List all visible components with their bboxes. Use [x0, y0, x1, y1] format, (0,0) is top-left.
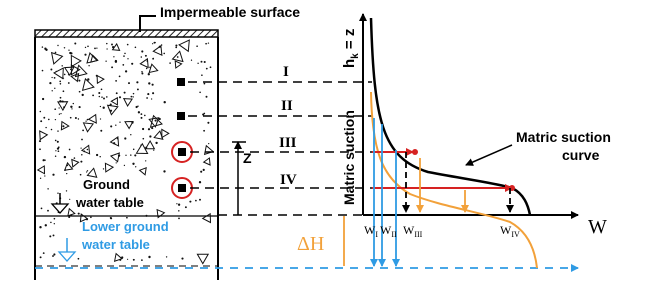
soil-dot	[55, 140, 57, 142]
soil-dot	[113, 56, 114, 57]
soil-dot	[115, 80, 117, 82]
soil-grain	[162, 129, 169, 137]
soil-dot	[128, 82, 130, 84]
soil-dot	[141, 50, 143, 52]
soil-dot	[70, 106, 72, 108]
soil-dot	[81, 154, 83, 156]
soil-dot	[207, 122, 209, 124]
soil-dot	[87, 119, 89, 121]
soil-dot	[57, 141, 59, 143]
soil-dot	[105, 61, 106, 62]
soil-dot	[103, 98, 105, 100]
soil-grain	[105, 163, 113, 172]
soil-dot	[208, 42, 209, 43]
soil-dot	[64, 47, 65, 48]
soil-grain	[205, 146, 214, 155]
soil-grain	[71, 74, 78, 82]
soil-dot	[151, 98, 152, 99]
soil-dot	[80, 161, 82, 163]
curve-label-1: Matric suction	[516, 129, 611, 145]
soil-dot	[147, 93, 149, 95]
soil-dot	[148, 128, 150, 130]
soil-dot	[119, 96, 121, 98]
soil-dot	[202, 113, 204, 115]
soil-dot	[208, 143, 209, 144]
soil-dot	[54, 223, 55, 224]
soil-dot	[79, 106, 81, 108]
soil-dot	[141, 117, 143, 119]
soil-dot	[68, 216, 70, 218]
soil-grain	[84, 123, 94, 132]
soil-dot	[204, 61, 206, 63]
soil-dot	[78, 80, 80, 82]
gwt-label-1: Ground	[83, 177, 130, 192]
soil-dot	[66, 190, 67, 191]
soil-dot	[155, 142, 157, 144]
soil-dot	[99, 156, 100, 157]
soil-dot	[137, 106, 138, 107]
soil-dot	[205, 43, 207, 45]
lgwt-symbol	[59, 252, 75, 261]
soil-grain	[76, 65, 87, 76]
soil-dot	[177, 56, 179, 58]
matric-suction-curve	[371, 18, 530, 215]
surface-label: Impermeable surface	[160, 4, 301, 20]
soil-grain	[71, 56, 81, 67]
soil-dot	[51, 129, 53, 131]
soil-dot	[152, 43, 153, 44]
soil-dot	[135, 47, 137, 49]
soil-dot	[39, 140, 41, 142]
soil-dot	[80, 174, 82, 176]
soil-dot	[144, 115, 146, 117]
soil-dot	[130, 134, 131, 135]
soil-dot	[106, 96, 108, 98]
soil-dot	[175, 47, 177, 49]
soil-dot	[87, 170, 88, 171]
soil-dot	[49, 82, 51, 84]
soil-dot	[141, 71, 143, 73]
level-label-III: III	[279, 135, 297, 151]
soil-dot	[69, 149, 71, 151]
soil-dot	[43, 252, 45, 254]
soil-dot	[146, 97, 148, 99]
soil-dot	[62, 125, 64, 127]
soil-dot	[178, 218, 180, 220]
soil-dot	[78, 258, 80, 260]
soil-dot	[154, 42, 156, 44]
soil-dot	[55, 156, 56, 157]
soil-dot	[124, 92, 126, 94]
soil-dot	[199, 181, 201, 183]
soil-dot	[60, 97, 62, 99]
soil-dot	[191, 60, 192, 61]
w-tick-I: $W_I$	[364, 223, 378, 239]
soil-dot	[201, 61, 203, 63]
soil-dot	[78, 118, 79, 119]
soil-dot	[210, 66, 212, 68]
soil-dot	[142, 138, 144, 140]
soil-dot	[141, 72, 143, 74]
soil-dot	[189, 201, 191, 203]
soil-grain	[111, 153, 119, 162]
soil-dot	[106, 43, 107, 44]
soil-dot	[119, 122, 120, 123]
soil-dot	[58, 150, 60, 152]
soil-dot	[63, 90, 65, 92]
soil-dot	[145, 160, 146, 161]
soil-dot	[196, 45, 198, 47]
soil-dot	[203, 130, 205, 132]
sensors	[172, 78, 192, 198]
soil-dot	[178, 204, 180, 206]
soil-dot	[103, 168, 104, 169]
soil-dot	[199, 92, 201, 94]
soil-dot	[133, 96, 134, 97]
soil-grain	[175, 61, 181, 68]
soil-dot	[99, 96, 101, 98]
soil-dot	[206, 96, 208, 98]
soil-dot	[135, 166, 136, 167]
soil-dot	[153, 149, 154, 150]
soil-grain	[82, 145, 90, 153]
soil-dot	[64, 74, 66, 76]
soil-dot	[73, 103, 74, 104]
soil-dot	[115, 125, 116, 126]
soil-dot	[140, 113, 142, 115]
soil-dot	[57, 45, 58, 46]
soil-dot	[197, 63, 198, 64]
soil-dot	[55, 119, 56, 120]
soil-dot	[131, 96, 133, 98]
soil-dot	[149, 135, 151, 137]
soil-dot	[152, 84, 154, 86]
soil-grain	[140, 59, 148, 68]
soil-dot	[134, 154, 136, 156]
soil-dot	[40, 178, 41, 179]
delta-h-label: ΔH	[297, 233, 325, 255]
soil-dot	[52, 90, 53, 91]
soil-dot	[68, 50, 69, 51]
soil-dot	[178, 210, 179, 211]
soil-dot	[59, 81, 61, 83]
soil-dot	[42, 70, 44, 72]
soil-dot	[119, 76, 121, 78]
soil-dot	[103, 107, 105, 109]
soil-grain	[54, 68, 63, 79]
soil-dot	[49, 235, 51, 237]
soil-dot	[47, 188, 48, 189]
soil-dot	[82, 94, 84, 96]
soil-dot	[44, 175, 45, 176]
soil-dot	[60, 83, 62, 85]
soil-dot	[96, 154, 98, 156]
soil-dot	[39, 226, 41, 228]
soil-dot	[45, 49, 47, 51]
soil-dot	[60, 113, 61, 114]
w-tick-II: $W_{II}$	[380, 223, 397, 239]
soil-grain	[38, 166, 45, 174]
soil-dot	[163, 53, 165, 55]
soil-dot	[124, 165, 125, 166]
soil-grain	[72, 160, 79, 167]
soil-dot	[125, 70, 127, 72]
soil-grain	[87, 168, 96, 177]
soil-dot	[64, 156, 66, 158]
soil-dot	[138, 111, 140, 113]
soil-grain	[89, 115, 97, 123]
soil-dot	[40, 256, 42, 258]
soil-grain	[153, 46, 162, 55]
soil-dot	[181, 258, 183, 260]
soil-dot	[70, 52, 72, 54]
soil-dot	[111, 66, 113, 68]
soil-dot	[75, 117, 77, 119]
soil-dot	[127, 259, 128, 260]
soil-dot	[145, 55, 147, 57]
soil-dot	[55, 150, 56, 151]
soil-dot	[124, 137, 126, 139]
soil-dot	[142, 128, 144, 130]
soil-grain	[203, 214, 211, 223]
soil-dot	[131, 63, 133, 65]
sensor-IV	[178, 184, 186, 192]
soil-dot	[42, 46, 43, 47]
soil-grain	[197, 254, 208, 263]
soil-dot	[148, 73, 150, 75]
soil-dot	[148, 256, 150, 258]
soil-dot	[85, 120, 86, 121]
soil-dot	[78, 213, 80, 215]
soil-dot	[40, 111, 42, 113]
sensor-III	[178, 148, 186, 156]
soil-dot	[50, 69, 52, 71]
soil-dot	[50, 222, 52, 224]
soil-dot	[54, 77, 56, 79]
soil-dot	[88, 65, 89, 66]
point-III	[412, 149, 418, 155]
soil-grain	[108, 105, 118, 115]
z-label: Z	[243, 150, 252, 166]
soil-dot	[74, 157, 76, 159]
soil-grain	[179, 40, 189, 51]
soil-grain	[111, 98, 117, 105]
curve-label-leader	[466, 145, 512, 165]
soil-dot	[44, 159, 46, 161]
soil-dot	[146, 68, 148, 70]
soil-dot	[110, 125, 112, 127]
soil-dot	[206, 68, 208, 70]
soil-dot	[106, 48, 107, 49]
soil-dot	[48, 119, 50, 121]
soil-dot	[40, 120, 42, 122]
soil-dot	[71, 108, 72, 109]
soil-dot	[96, 47, 97, 48]
soil-dot	[90, 217, 92, 219]
soil-dot	[133, 93, 135, 95]
soil-dot	[54, 218, 56, 220]
soil-dot	[132, 163, 134, 165]
soil-grain	[149, 64, 158, 72]
soil-dot	[111, 44, 113, 46]
soil-dot	[203, 169, 205, 171]
soil-dot	[166, 256, 167, 257]
soil-dot	[53, 253, 55, 255]
soil-dot	[74, 42, 76, 44]
soil-dot	[39, 148, 41, 150]
soil-dot	[61, 65, 62, 66]
soil-dot	[85, 47, 86, 48]
soil-dot	[54, 88, 55, 89]
soil-dot	[70, 117, 72, 119]
soil-dot	[130, 154, 131, 155]
soil-dot	[137, 88, 139, 90]
soil-dot	[123, 55, 125, 57]
soil-grain	[58, 102, 68, 110]
soil-dot	[141, 259, 143, 261]
soil-dot	[195, 200, 197, 202]
level-label-I: I	[283, 64, 289, 80]
lgwt-label-1: Lower ground	[82, 219, 169, 234]
soil-dot	[57, 192, 58, 193]
soil-dot	[175, 44, 177, 46]
curve-label-2: curve	[562, 147, 600, 163]
soil-dot	[45, 224, 47, 226]
soil-dot	[57, 147, 59, 149]
soil-dot	[43, 117, 45, 119]
soil-dot	[51, 77, 52, 78]
soil-dot	[68, 82, 70, 84]
w-tick-III: $W_{III}$	[403, 223, 423, 239]
soil-dot	[100, 130, 102, 132]
soil-dot	[122, 64, 124, 66]
soil-dot	[58, 107, 59, 108]
gwt-label-2: water table	[76, 195, 144, 210]
soil-dot	[141, 56, 143, 58]
soil-dot	[176, 203, 177, 204]
soil-dot	[52, 174, 54, 176]
soil-dot	[116, 92, 118, 94]
soil-dot	[169, 62, 171, 64]
soil-dot	[84, 54, 86, 56]
w-tick-IV: $W_{IV}$	[500, 223, 520, 239]
soil-dot	[53, 234, 55, 236]
soil-dot	[45, 127, 46, 128]
soil-dot	[57, 130, 58, 131]
soil-dot	[127, 44, 129, 46]
soil-dot	[204, 83, 206, 85]
soil-dot	[54, 108, 56, 110]
soil-dot	[101, 96, 103, 98]
soil-grain	[140, 168, 147, 175]
impermeable-surface-hatch	[35, 30, 218, 37]
soil-dot	[47, 210, 49, 212]
soil-dot	[41, 208, 43, 210]
lgwt-label-2: water table	[82, 237, 150, 252]
soil-grain	[40, 131, 48, 140]
y-axis-label: $h_k = z$	[341, 28, 361, 68]
soil-dot	[55, 52, 57, 54]
soil-dot	[127, 58, 128, 59]
soil-grain	[204, 158, 210, 165]
soil-dot	[133, 149, 135, 151]
soil-dot	[185, 206, 187, 208]
soil-dot	[115, 60, 117, 62]
soil-dot	[136, 81, 138, 83]
soil-dot	[80, 147, 81, 148]
soil-dot	[52, 255, 54, 257]
soil-dot	[59, 114, 60, 115]
soil-dot	[200, 171, 202, 173]
soil-dot	[87, 149, 89, 151]
soil-dot	[66, 173, 67, 174]
soil-grain	[124, 99, 132, 106]
matric-suction-label: Matric suction	[341, 110, 357, 205]
soil-dot	[116, 162, 117, 163]
soil-grain	[65, 163, 73, 170]
soil-dot	[153, 58, 154, 59]
soil-dot	[133, 259, 135, 261]
soil-dot	[42, 98, 44, 100]
level-label-IV: IV	[280, 172, 297, 188]
soil-dot	[87, 46, 89, 48]
soil-dot	[163, 170, 165, 172]
soil-dot	[148, 82, 150, 84]
soil-dot	[69, 199, 70, 200]
soil-grain	[97, 76, 104, 84]
soil-grain	[68, 209, 75, 216]
soil-dot	[79, 91, 81, 93]
soil-dot	[101, 88, 103, 90]
soil-dot	[145, 215, 147, 217]
soil-dot	[100, 118, 101, 119]
soil-dot	[152, 92, 154, 94]
level-label-II: II	[281, 98, 293, 114]
soil-dot	[98, 92, 100, 94]
gwt-symbol	[52, 204, 68, 213]
sensor-II	[177, 112, 185, 120]
sensor-I	[177, 78, 185, 86]
soil-dot	[82, 129, 84, 131]
soil-dot	[86, 171, 87, 172]
soil-dot	[100, 106, 101, 107]
soil-dot	[164, 101, 166, 103]
soil-dot	[155, 120, 157, 122]
soil-dot	[125, 155, 126, 156]
soil-dot	[81, 139, 83, 141]
soil-dot	[199, 199, 201, 201]
soil-dot	[92, 94, 94, 96]
soil-grain	[52, 53, 63, 64]
soil-dot	[124, 53, 126, 55]
w-axis-label: W	[588, 216, 607, 238]
soil-dot	[201, 74, 203, 76]
soil-dot	[94, 48, 96, 50]
